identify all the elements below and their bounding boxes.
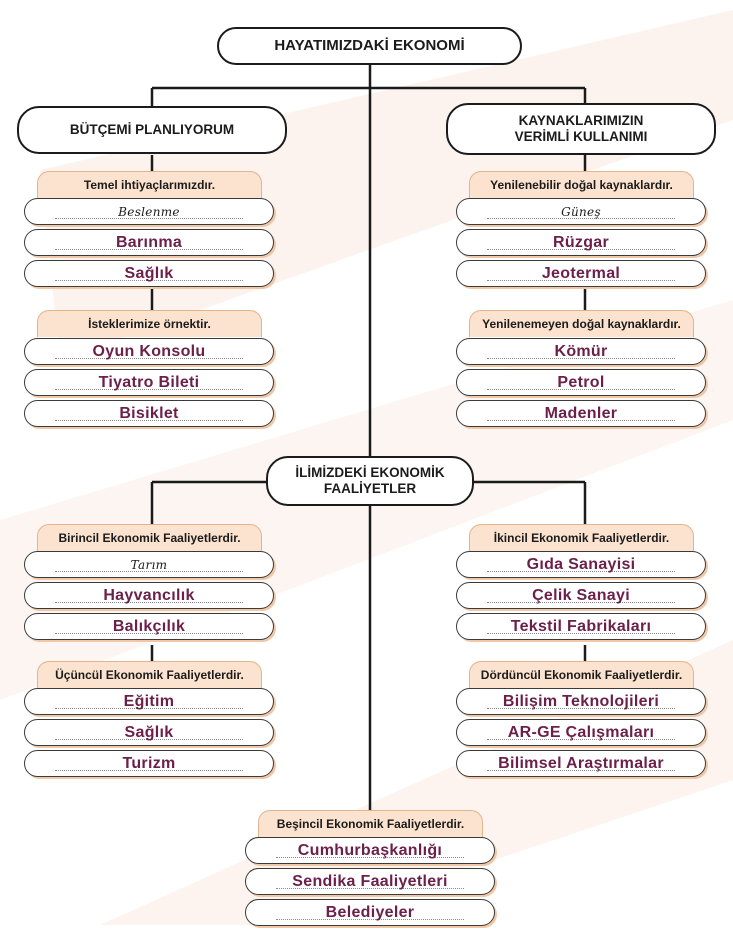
answer-text: AR-GE Çalışmaları — [507, 723, 655, 741]
answer-text: Gıda Sanayisi — [526, 555, 636, 573]
answer-text: Barınma — [115, 233, 183, 251]
renewable-header-text: Yenilenebilir doğal kaynaklardır. — [490, 178, 673, 192]
answer-text: Rüzgar — [552, 233, 610, 251]
tertiary-header-text: Üçüncül Ekonomik Faaliyetlerdir. — [55, 668, 244, 682]
tertiary-list — [24, 688, 274, 781]
resources-title-box — [446, 103, 716, 155]
tertiary-header — [37, 661, 262, 688]
primary-field[interactable] — [24, 582, 274, 609]
quaternary-header — [469, 661, 694, 688]
answer-text: Balıkçılık — [112, 617, 186, 635]
secondary-field[interactable] — [456, 613, 706, 640]
primary-list — [24, 551, 274, 644]
tertiary-field[interactable] — [24, 688, 274, 715]
secondary-header-text: İkincil Ekonomik Faaliyetlerdir. — [493, 531, 670, 545]
primary-field[interactable] — [24, 613, 274, 640]
answer-text: Tekstil Fabrikaları — [510, 617, 652, 635]
answer-text: Tiyatro Bileti — [98, 373, 200, 391]
answer-text: Kömür — [554, 342, 608, 360]
renewable-field[interactable] — [456, 229, 706, 256]
primary-field[interactable] — [24, 551, 274, 578]
quinary-list — [245, 837, 495, 930]
wants-header — [37, 310, 262, 337]
wants-field[interactable] — [24, 400, 274, 427]
activities-title-line2: FAALİYETLER — [323, 481, 417, 496]
renewable-list — [456, 198, 706, 291]
main-title: HAYATIMIZDAKİ EKONOMİ — [274, 37, 465, 54]
needs-field[interactable] — [24, 260, 274, 287]
answer-text: Sağlık — [124, 723, 174, 741]
answer-text: Bisiklet — [119, 404, 179, 422]
renewable-header — [469, 171, 694, 198]
answer-text: Hayvancılık — [103, 586, 195, 604]
wants-field[interactable] — [24, 369, 274, 396]
nonrenewable-field[interactable] — [456, 400, 706, 427]
answer-text: Jeotermal — [541, 264, 621, 282]
answer-text: Eğitim — [123, 692, 175, 710]
answer-text: Tarım — [130, 557, 168, 572]
quaternary-field[interactable] — [456, 750, 706, 777]
answer-text: Sendika Faaliyetleri — [292, 872, 448, 890]
wants-field[interactable] — [24, 338, 274, 365]
answer-text: Beslenme — [118, 204, 180, 219]
wants-header-text: İsteklerimize örnektir. — [88, 317, 211, 331]
tertiary-field[interactable] — [24, 719, 274, 746]
nonrenewable-header — [469, 310, 694, 337]
quaternary-header-text: Dördüncül Ekonomik Faaliyetlerdir. — [480, 668, 683, 682]
quinary-field[interactable] — [245, 868, 495, 895]
nonrenewable-header-text: Yenilenemeyen doğal kaynaklardır. — [482, 317, 681, 331]
answer-text: Güneş — [561, 204, 601, 219]
nonrenewable-list — [456, 338, 706, 431]
secondary-list — [456, 551, 706, 644]
needs-field[interactable] — [24, 229, 274, 256]
renewable-field[interactable] — [456, 260, 706, 287]
needs-list — [24, 198, 274, 291]
answer-text: Bilimsel Araştırmalar — [498, 754, 664, 772]
answer-text: Turizm — [122, 754, 176, 772]
secondary-field[interactable] — [456, 582, 706, 609]
quinary-header — [258, 810, 483, 837]
primary-header — [37, 524, 262, 551]
answer-text: Oyun Konsolu — [92, 342, 206, 360]
quinary-field[interactable] — [245, 837, 495, 864]
tertiary-field[interactable] — [24, 750, 274, 777]
needs-header — [37, 171, 262, 198]
answer-text: Sağlık — [124, 264, 174, 282]
activities-title-line1: İLİMİZDEKİ EKONOMİK — [295, 465, 445, 480]
answer-text: Çelik Sanayi — [532, 586, 630, 604]
needs-field[interactable] — [24, 198, 274, 225]
answer-text: Petrol — [557, 373, 605, 391]
answer-text: Bilişim Teknolojileri — [502, 692, 660, 710]
nonrenewable-field[interactable] — [456, 338, 706, 365]
secondary-field[interactable] — [456, 551, 706, 578]
renewable-field[interactable] — [456, 198, 706, 225]
needs-header-text: Temel ihtiyaçlarımızdır. — [83, 178, 216, 192]
quaternary-list — [456, 688, 706, 781]
quinary-field[interactable] — [245, 899, 495, 926]
resources-title-line2: VERİMLİ KULLANIMI — [514, 129, 648, 144]
resources-title-line1: KAYNAKLARIMIZIN — [518, 113, 644, 128]
quaternary-field[interactable] — [456, 719, 706, 746]
answer-text: Belediyeler — [325, 903, 415, 921]
secondary-header — [469, 524, 694, 551]
quinary-header-text: Beşincil Ekonomik Faaliyetlerdir. — [276, 817, 465, 831]
nonrenewable-field[interactable] — [456, 369, 706, 396]
quaternary-field[interactable] — [456, 688, 706, 715]
main-title-box — [217, 27, 522, 65]
wants-list — [24, 338, 274, 431]
budget-title: BÜTÇEMİ PLANLIYORUM — [69, 122, 235, 137]
answer-text: Cumhurbaşkanlığı — [297, 841, 443, 859]
budget-title-box — [17, 106, 287, 154]
answer-text: Madenler — [544, 404, 618, 422]
primary-header-text: Birincil Ekonomik Faaliyetlerdir. — [58, 531, 241, 545]
activities-title-box — [266, 456, 474, 506]
